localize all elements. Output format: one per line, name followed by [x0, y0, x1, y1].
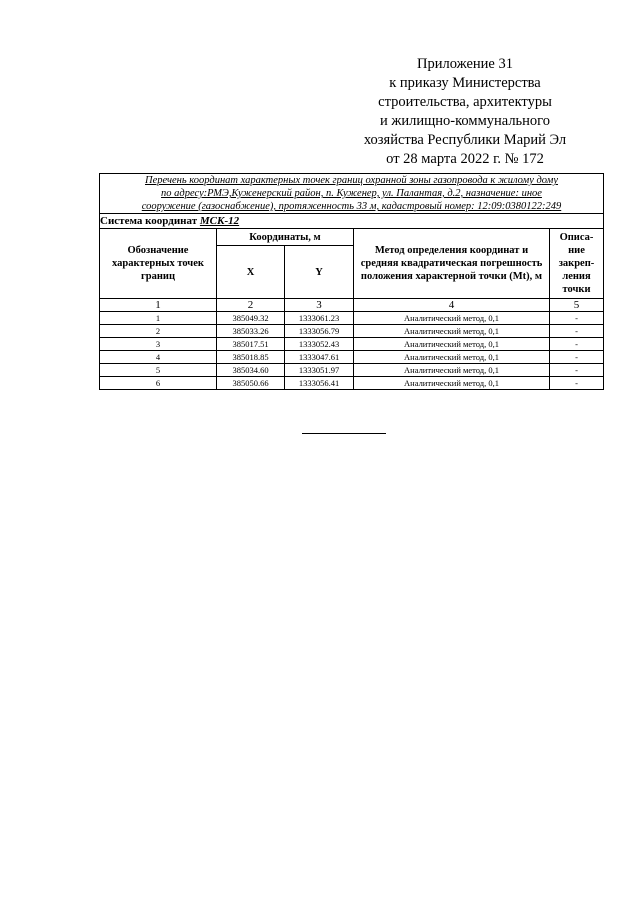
column-number: 1	[100, 299, 217, 312]
cell-y: 1333061.23	[285, 312, 354, 325]
coordinates-table	[99, 173, 604, 390]
cell-x: 385049.32	[217, 312, 285, 325]
table-title-line: Перечень координат характерных точек границ охранной зоны газопровода к жилому дому	[144, 175, 559, 186]
appendix-line: хозяйства Республики Марий Эл	[363, 132, 567, 148]
cell-description: -	[550, 325, 604, 338]
cell-method: Аналитический метод, 0,1	[354, 351, 550, 364]
cell-point: 4	[100, 351, 217, 364]
appendix-header	[360, 55, 570, 169]
cell-method: Аналитический метод, 0,1	[354, 364, 550, 377]
cell-y: 1333051.97	[285, 364, 354, 377]
cell-x: 385018.85	[217, 351, 285, 364]
cell-x: 385033.26	[217, 325, 285, 338]
cell-description: -	[550, 312, 604, 325]
column-number: 5	[550, 299, 604, 312]
table-row	[100, 377, 604, 390]
coordinate-system-value: МСК-12	[199, 215, 240, 227]
cell-method: Аналитический метод, 0,1	[354, 312, 550, 325]
header-x: X	[217, 246, 285, 299]
table-title	[100, 174, 604, 214]
cell-point: 6	[100, 377, 217, 390]
cell-x: 385017.51	[217, 338, 285, 351]
cell-y: 1333056.41	[285, 377, 354, 390]
table-row	[100, 312, 604, 325]
column-number: 4	[354, 299, 550, 312]
appendix-line: и жилищно-коммунального	[379, 113, 551, 129]
cell-description: -	[550, 338, 604, 351]
cell-method: Аналитический метод, 0,1	[354, 338, 550, 351]
header-coords: Координаты, м	[217, 229, 354, 246]
appendix-line: строительства, архитектуры	[378, 94, 552, 110]
appendix-line: к приказу Министерства	[389, 75, 541, 91]
table-row	[100, 351, 604, 364]
cell-x: 385034.60	[217, 364, 285, 377]
cell-point: 1	[100, 312, 217, 325]
cell-y: 1333047.61	[285, 351, 354, 364]
cell-description: -	[550, 364, 604, 377]
coordinate-system-label: Система координат	[100, 215, 198, 227]
appendix-line: Приложение 31	[417, 56, 513, 72]
header-method: Метод определения координат и средняя квадратическая погрешность положения характерной точки (Mt), м	[354, 229, 550, 299]
table-title-line: сооружение (газоснабжение), протяженность 33 м, кадастровый номер: 12:09:0380122:249	[141, 201, 562, 212]
appendix-line: от 28 марта 2022 г. № 172	[386, 151, 544, 167]
table-row	[100, 364, 604, 377]
header-description: Описа-ние закреп-ления точки	[550, 229, 604, 299]
cell-description: -	[550, 351, 604, 364]
cell-method: Аналитический метод, 0,1	[354, 325, 550, 338]
cell-x: 385050.66	[217, 377, 285, 390]
cell-method: Аналитический метод, 0,1	[354, 377, 550, 390]
table-row	[100, 338, 604, 351]
cell-point: 5	[100, 364, 217, 377]
cell-y: 1333056.79	[285, 325, 354, 338]
cell-point: 3	[100, 338, 217, 351]
header-point: Обозначение характерных точек границ	[100, 229, 217, 299]
table-row	[100, 325, 604, 338]
cell-y: 1333052.43	[285, 338, 354, 351]
cell-point: 2	[100, 325, 217, 338]
column-number: 3	[285, 299, 354, 312]
column-number: 2	[217, 299, 285, 312]
divider-line	[302, 433, 386, 434]
table-title-line: по адресу:РМЭ,Куженерский район, п. Куженер, ул. Палантая, д.2, назначение: иное	[161, 188, 542, 199]
header-y: Y	[285, 246, 354, 299]
coordinate-system-row	[100, 214, 604, 229]
cell-description: -	[550, 377, 604, 390]
